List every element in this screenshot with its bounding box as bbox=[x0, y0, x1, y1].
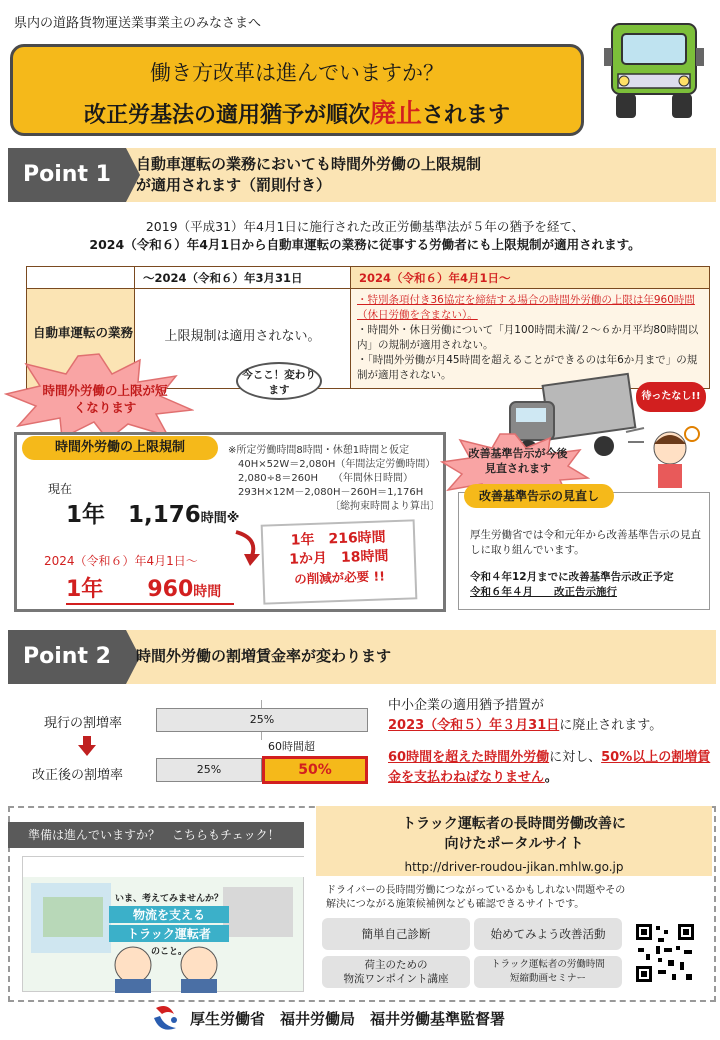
footer-issuer: 厚生労働省 福井労働局 福井労働基準監督署 bbox=[190, 1010, 506, 1028]
truck-illustration-icon bbox=[604, 18, 704, 128]
thumbnail-caption bbox=[109, 891, 229, 957]
portal-title-line-1: トラック運転者の長時間労働改善に bbox=[402, 816, 626, 832]
current-hours: 1,176 bbox=[128, 502, 201, 528]
desc-line-1: 中小企業の適用猶予措置が bbox=[388, 698, 545, 713]
limit-note-line: 〔総拘束時間より算出〕 bbox=[330, 501, 440, 512]
limit-note-line: 40H×52W＝2,080H（年間法定労働時間） bbox=[238, 459, 436, 470]
shipper-course-line-1: 荷主のための bbox=[364, 959, 428, 971]
curved-arrow-icon bbox=[232, 528, 262, 568]
table-corner-cell bbox=[27, 267, 135, 289]
point1-heading-line2: が適用されます（罰則付き） bbox=[136, 176, 332, 194]
current-unit: 時間 bbox=[200, 511, 227, 526]
abolish-date: 2023（令和５）年３月31日 bbox=[388, 718, 560, 733]
portal-title-line-2: 向けたポータルサイト bbox=[444, 836, 584, 852]
point2-desc-2 bbox=[388, 748, 712, 788]
point2-header bbox=[8, 630, 716, 684]
video-seminar-line-2: 短縮動画セミナー bbox=[509, 973, 586, 984]
current-label: 現在 bbox=[48, 482, 73, 496]
review-plan-line-1: 令和４年12月までに改善基準告示改正予定 bbox=[470, 571, 674, 583]
table-before-cell: 上限規制は適用されない。 bbox=[135, 289, 351, 389]
limit-note-line: ※所定労働時間8時間・休憩1時間と仮定 bbox=[228, 445, 410, 456]
title-line1: 働き方改革は進んでいますか？ bbox=[150, 61, 444, 85]
title-banner bbox=[10, 44, 584, 136]
limit-note-line: 2,080÷8＝260H （年間休日時間） bbox=[238, 473, 413, 484]
reduction-memo bbox=[261, 519, 418, 604]
qr-code-icon[interactable] bbox=[634, 922, 696, 984]
desc-line-1-end: に廃止されます。 bbox=[559, 718, 663, 733]
point1-heading bbox=[136, 154, 481, 196]
thumb-line-3: トラック運転者 bbox=[109, 925, 229, 942]
title-line2 bbox=[13, 93, 581, 130]
after-limit-value bbox=[66, 572, 234, 605]
desc2-part-a: 60時間を超えた時間外労働 bbox=[388, 750, 550, 765]
improvement-activity-button[interactable]: 始めてみよう改善活動 bbox=[474, 918, 622, 950]
point1-header bbox=[8, 148, 716, 202]
video-seminar-line-1: トラック運転者の労働時間 bbox=[491, 959, 605, 970]
shipper-course-button[interactable] bbox=[322, 956, 470, 988]
new-rate-base-bar: 25% bbox=[156, 758, 262, 782]
point1-intro bbox=[20, 218, 710, 254]
portal-description: ドライバーの長時間労働につながっているかもしれない問題やその解決につながる施策候補例なども確認できるサイトです。 bbox=[326, 885, 626, 910]
shipper-course-line-2: 物流ワンポイント講座 bbox=[343, 973, 449, 985]
current-rate-label: 現行の割増率 bbox=[44, 716, 123, 731]
after-hours: 960 bbox=[147, 577, 194, 602]
new-rate-label: 改正後の割増率 bbox=[32, 768, 124, 783]
worried-person-icon bbox=[640, 426, 700, 490]
review-box-title: 改善基準告示の見直し bbox=[464, 484, 614, 508]
limit-note-line: 293H×12M－2,080H－260H＝1,176H bbox=[238, 487, 424, 498]
burst-callout-text: 時間外労働の上限が短くなります bbox=[42, 383, 168, 415]
limit-calc-note bbox=[228, 444, 448, 514]
table-header-row bbox=[27, 267, 710, 289]
desc2-part-c: 50%以上の割増賃金を支払わねばなりません bbox=[388, 750, 711, 785]
table-header-before: ～2024（令和６）年3月31日 bbox=[135, 267, 351, 289]
table-header-after: 2024（令和６）年4月1日～ bbox=[351, 267, 710, 289]
thumb-line-2: 物流を支える bbox=[109, 906, 229, 923]
over-60-label: 60時間超 bbox=[268, 740, 315, 753]
after-label: 2024（令和６）年4月1日～ bbox=[44, 554, 198, 568]
current-year-text: 1年 bbox=[66, 502, 106, 528]
new-rate-over-bar: 50% bbox=[262, 756, 368, 784]
point2-tag: Point 2 bbox=[8, 630, 126, 684]
portal-screenshot-thumbnail bbox=[22, 856, 304, 992]
current-note-mark: ※ bbox=[226, 511, 240, 526]
point1-intro-line2: 2024（令和６）年4月1日から自動車運転の業務に従事する労働者にも上限規制が適用されます。 bbox=[89, 237, 641, 252]
memo-line-2: 1か月 18時間 bbox=[288, 548, 389, 568]
point2-desc-1 bbox=[388, 696, 712, 736]
check-strip: 準備は進んでいますか？ こちらもチェック！ bbox=[8, 822, 304, 848]
review-plan bbox=[470, 570, 706, 600]
memo-line-1: 1年 216時間 bbox=[290, 529, 386, 549]
after-item-3: ・「時間外労働が月45時間を超えることができるのは年6か月まで」の規制が適用されない。 bbox=[357, 354, 698, 381]
title-line2-pre: 改正労基法の適用猶予が順次 bbox=[83, 103, 370, 128]
title-line2-emphasis: 廃止 bbox=[369, 99, 422, 129]
burst2-callout-text: 改善基準告示が今後見直されます bbox=[468, 447, 568, 475]
desc2-part-d: 。 bbox=[544, 770, 558, 785]
title-line2-post: されます bbox=[422, 103, 511, 128]
review-plan-line-2: 令和６年４月 改正告示施行 bbox=[470, 586, 617, 598]
portal-title-box bbox=[316, 806, 712, 876]
thumb-line-1: いま、考えてみませんか？ bbox=[114, 894, 223, 904]
point1-heading-line1: 自動車運転の業務においても時間外労働の上限規制 bbox=[136, 155, 482, 173]
portal-url-link[interactable]: http://driver-roudou-jikan.mhlw.go.jp bbox=[404, 860, 624, 874]
review-body-text: 厚生労働省では令和元年から改善基準告示の見直しに取り組んでいます。 bbox=[470, 529, 701, 556]
desc2-part-b: に対し、 bbox=[549, 750, 602, 765]
portal-title bbox=[316, 814, 712, 854]
hurry-badge: 待ったなし!! bbox=[636, 382, 706, 412]
point1-tag: Point 1 bbox=[8, 148, 126, 202]
point2-heading: 時間外労働の割増賃金率が変わります bbox=[136, 647, 392, 665]
after-unit: 時間 bbox=[193, 584, 222, 600]
down-arrow-icon bbox=[78, 736, 96, 756]
current-limit-value bbox=[66, 496, 239, 529]
table-row-label: 自動車運転の業務 bbox=[27, 289, 135, 389]
current-rate-bar: 25% bbox=[156, 708, 368, 732]
after-item-2: ・時間外・休日労働について「月100時間未満/２～６か月平均80時間以内」の規制が適用されない。 bbox=[357, 324, 699, 351]
audience-text: 県内の道路貨物運送業事業主のみなさまへ bbox=[14, 16, 262, 31]
now-bubble: 今ここ！変わります bbox=[236, 362, 322, 400]
limit-box-title: 時間外労働の上限規制 bbox=[22, 436, 218, 460]
video-seminar-button[interactable] bbox=[474, 956, 622, 988]
mhlw-logo-icon bbox=[150, 1004, 184, 1034]
self-diagnosis-button[interactable]: 簡単自己診断 bbox=[322, 918, 470, 950]
point1-intro-line1: 2019（平成31）年4月1日に施行された改正労働基準法が５年の猶予を経て、 bbox=[145, 219, 585, 234]
after-item-1: ・特別条項付き36協定を締結する場合の時間外労働の上限は年960時間（休日労働を含まない）。 bbox=[357, 294, 695, 321]
thumb-line-4: のこと。 bbox=[150, 947, 187, 957]
after-year-text: 1年 bbox=[66, 577, 104, 602]
memo-line-3: の削減が必要 !! bbox=[293, 568, 386, 587]
